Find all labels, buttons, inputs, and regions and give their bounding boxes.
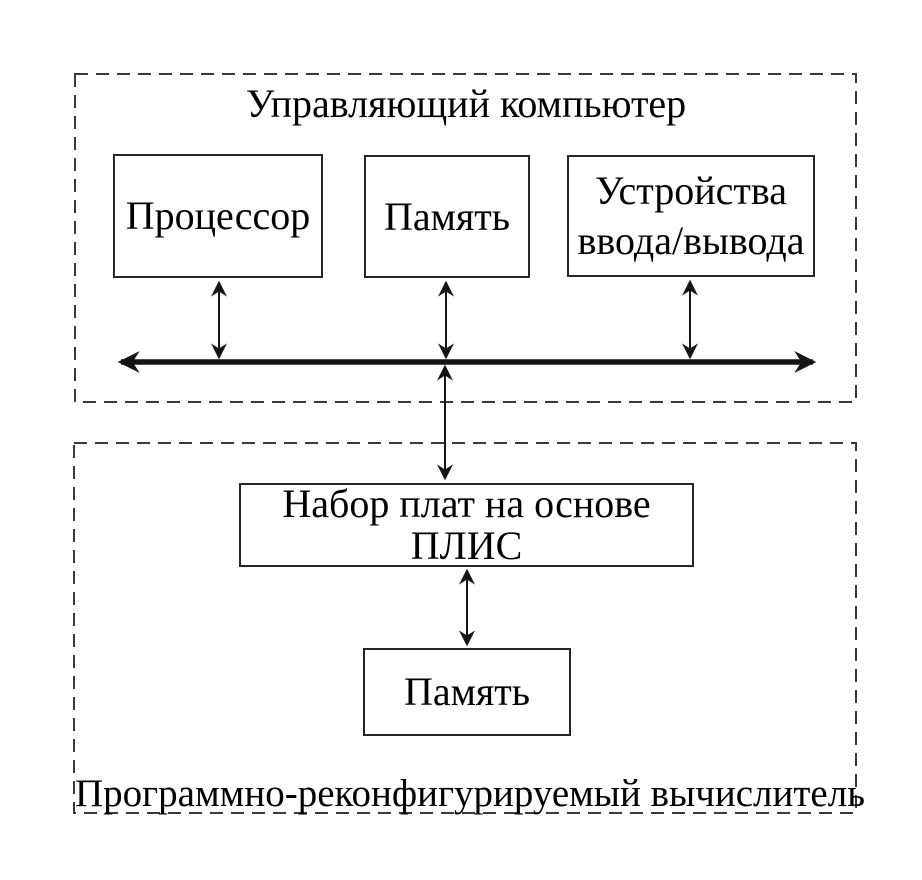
reconfigurable-computer-group-title: Программно-реконфигурируемый вычислитель (75, 772, 865, 815)
io-devices-box-label-line2: ввода/вывода (577, 218, 805, 263)
processor-box (113, 154, 323, 278)
memory-box-bottom-label: Память (403, 669, 531, 714)
processor-box-label: Процессор (125, 193, 311, 238)
io-devices-box (567, 155, 815, 277)
memory-box-bottom (363, 648, 571, 736)
fpga-boards-box-label-line1: Набор плат на основе (282, 481, 651, 526)
control-computer-group-title: Управляющий компьютер (245, 81, 687, 126)
fpga-boards-box (239, 483, 694, 567)
fpga-boards-box-label-line2: ПЛИС (410, 523, 523, 568)
memory-box-top-label: Память (383, 193, 511, 239)
io-devices-box-label-line1: Устройства (595, 168, 787, 213)
memory-box-top (364, 155, 530, 278)
